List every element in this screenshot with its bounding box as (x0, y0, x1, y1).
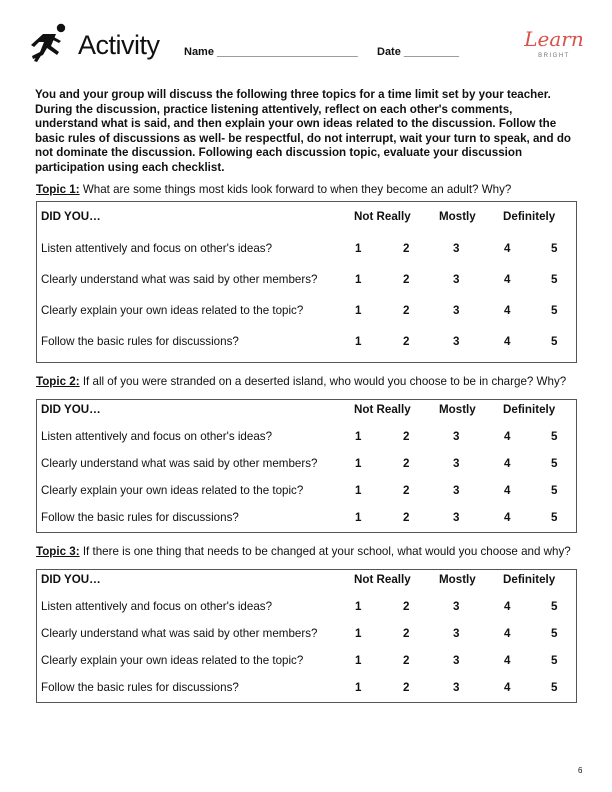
rating-option-3[interactable]: 3 (453, 511, 460, 524)
rating-option-2[interactable]: 2 (403, 654, 410, 667)
rating-option-2[interactable]: 2 (403, 335, 410, 348)
checklist-question: Clearly explain your own ideas related to the topic? (41, 484, 304, 497)
checklist-question: Listen attentively and focus on other's ideas? (41, 430, 273, 443)
mostly-heading: Mostly (439, 210, 476, 223)
rating-option-4[interactable]: 4 (504, 627, 511, 640)
topic-3-number: Topic 3: (36, 545, 80, 558)
rating-option-1[interactable]: 1 (355, 457, 362, 470)
topic-1-label (36, 183, 581, 196)
checklist-row (37, 430, 578, 446)
rating-option-3[interactable]: 3 (453, 273, 460, 286)
rating-option-4[interactable]: 4 (504, 430, 511, 443)
rating-option-2[interactable]: 2 (403, 273, 410, 286)
rating-option-5[interactable]: 5 (551, 654, 558, 667)
checklist-question: Follow the basic rules for discussions? (41, 335, 239, 348)
rating-option-1[interactable]: 1 (355, 654, 362, 667)
rating-option-3[interactable]: 3 (453, 304, 460, 317)
rating-option-4[interactable]: 4 (504, 511, 511, 524)
rating-option-3[interactable]: 3 (453, 457, 460, 470)
not-really-heading: Not Really (354, 573, 411, 586)
rating-option-3[interactable]: 3 (453, 654, 460, 667)
checklist-row (37, 335, 578, 351)
rating-option-3[interactable]: 3 (453, 242, 460, 255)
rating-option-3[interactable]: 3 (453, 484, 460, 497)
checklist-row (37, 681, 578, 697)
rating-option-5[interactable]: 5 (551, 627, 558, 640)
rating-option-5[interactable]: 5 (551, 304, 558, 317)
not-really-heading: Not Really (354, 210, 411, 223)
rating-option-2[interactable]: 2 (403, 600, 410, 613)
rating-option-5[interactable]: 5 (551, 484, 558, 497)
rating-option-2[interactable]: 2 (403, 304, 410, 317)
rating-option-3[interactable]: 3 (453, 430, 460, 443)
checklist-question: Clearly explain your own ideas related to the topic? (41, 654, 304, 667)
page-number: 6 (578, 766, 583, 775)
topic-1-text: What are some things most kids look forward to when they become an adult? Why? (82, 183, 512, 196)
running-person-icon (23, 22, 71, 64)
rating-option-5[interactable]: 5 (551, 273, 558, 286)
rating-option-2[interactable]: 2 (403, 627, 410, 640)
checklist-row (37, 273, 578, 289)
rating-option-3[interactable]: 3 (453, 627, 460, 640)
rating-option-2[interactable]: 2 (403, 457, 410, 470)
checklist-row (37, 627, 578, 643)
checklist-row (37, 654, 578, 670)
rating-option-4[interactable]: 4 (504, 654, 511, 667)
checklist-row (37, 242, 578, 258)
rating-option-5[interactable]: 5 (551, 430, 558, 443)
rating-option-1[interactable]: 1 (355, 430, 362, 443)
logo-text: Learn (524, 27, 584, 51)
rating-option-2[interactable]: 2 (403, 681, 410, 694)
rating-option-3[interactable]: 3 (453, 335, 460, 348)
rating-option-4[interactable]: 4 (504, 457, 511, 470)
rating-option-5[interactable]: 5 (551, 242, 558, 255)
checklist-question: Clearly explain your own ideas related to the topic? (41, 304, 304, 317)
topic-3-label (36, 545, 581, 558)
did-you-heading: DID YOU… (41, 210, 101, 223)
rating-option-1[interactable]: 1 (355, 511, 362, 524)
rating-option-2[interactable]: 2 (403, 511, 410, 524)
mostly-heading: Mostly (439, 403, 476, 416)
checklist-row (37, 304, 578, 320)
topic-2-number: Topic 2: (36, 375, 80, 388)
rating-option-1[interactable]: 1 (355, 627, 362, 640)
rating-option-4[interactable]: 4 (504, 273, 511, 286)
date-field[interactable]: Date _________ (377, 46, 459, 58)
rating-option-2[interactable]: 2 (403, 242, 410, 255)
checklist-question: Follow the basic rules for discussions? (41, 681, 239, 694)
logo-subtext: BRIGHT (538, 53, 570, 59)
rating-option-2[interactable]: 2 (403, 430, 410, 443)
checklist-question: Clearly understand what was said by other members? (41, 627, 318, 640)
checklist-question: Clearly understand what was said by other members? (41, 273, 318, 286)
topic-3-text: If there is one thing that needs to be changed at your school, what would you choose and why? (82, 545, 571, 558)
page-title: Activity (78, 30, 160, 60)
rating-option-1[interactable]: 1 (355, 242, 362, 255)
checklist-topic-2 (36, 399, 577, 533)
rating-option-1[interactable]: 1 (355, 335, 362, 348)
rating-option-1[interactable]: 1 (355, 304, 362, 317)
not-really-heading: Not Really (354, 403, 411, 416)
checklist-row (37, 457, 578, 473)
definitely-heading: Definitely (503, 573, 556, 586)
rating-option-5[interactable]: 5 (551, 457, 558, 470)
rating-option-5[interactable]: 5 (551, 600, 558, 613)
definitely-heading: Definitely (503, 403, 556, 416)
checklist-header-row (37, 210, 578, 226)
definitely-heading: Definitely (503, 210, 556, 223)
instructions: You and your group will discuss the following three topics for a time limit set by your teacher. During the discussion, practice listening attentively, reflect on each other's comments, understand what is said, and then explain your own ideas related to the discussion. Follow the basic rules of discussions as well- be respectful, do not interrupt, wait your turn to speak, and do not dominate the discussion. Following each discussion topic, evaluate your discussion participation using each checklist. (35, 88, 571, 174)
rating-option-3[interactable]: 3 (453, 600, 460, 613)
rating-option-4[interactable]: 4 (504, 335, 511, 348)
rating-option-5[interactable]: 5 (551, 511, 558, 524)
rating-option-4[interactable]: 4 (504, 600, 511, 613)
rating-option-2[interactable]: 2 (403, 484, 410, 497)
rating-option-1[interactable]: 1 (355, 273, 362, 286)
name-field[interactable]: Name _______________________ (184, 46, 358, 58)
rating-option-5[interactable]: 5 (551, 681, 558, 694)
checklist-header-row (37, 573, 578, 589)
rating-option-4[interactable]: 4 (504, 681, 511, 694)
rating-option-1[interactable]: 1 (355, 484, 362, 497)
checklist-row (37, 600, 578, 616)
checklist-question: Listen attentively and focus on other's ideas? (41, 600, 273, 613)
rating-option-4[interactable]: 4 (504, 242, 511, 255)
did-you-heading: DID YOU… (41, 403, 101, 416)
checklist-header-row (37, 403, 578, 419)
page-header (20, 20, 592, 70)
did-you-heading: DID YOU… (41, 573, 101, 586)
checklist-topic-1 (36, 201, 577, 363)
rating-option-1[interactable]: 1 (355, 681, 362, 694)
checklist-row (37, 511, 578, 527)
rating-option-4[interactable]: 4 (504, 484, 511, 497)
learn-bright-logo (520, 24, 588, 64)
rating-option-4[interactable]: 4 (504, 304, 511, 317)
checklist-question: Follow the basic rules for discussions? (41, 511, 239, 524)
checklist-question: Clearly understand what was said by other members? (41, 457, 318, 470)
rating-option-3[interactable]: 3 (453, 681, 460, 694)
topic-2-text: If all of you were stranded on a deserted island, who would you choose to be in charge? Why? (82, 375, 567, 388)
mostly-heading: Mostly (439, 573, 476, 586)
checklist-topic-3 (36, 569, 577, 703)
checklist-row (37, 484, 578, 500)
rating-option-5[interactable]: 5 (551, 335, 558, 348)
topic-2-label (36, 375, 581, 388)
checklist-question: Listen attentively and focus on other's ideas? (41, 242, 273, 255)
rating-option-1[interactable]: 1 (355, 600, 362, 613)
topic-1-number: Topic 1: (36, 183, 80, 196)
